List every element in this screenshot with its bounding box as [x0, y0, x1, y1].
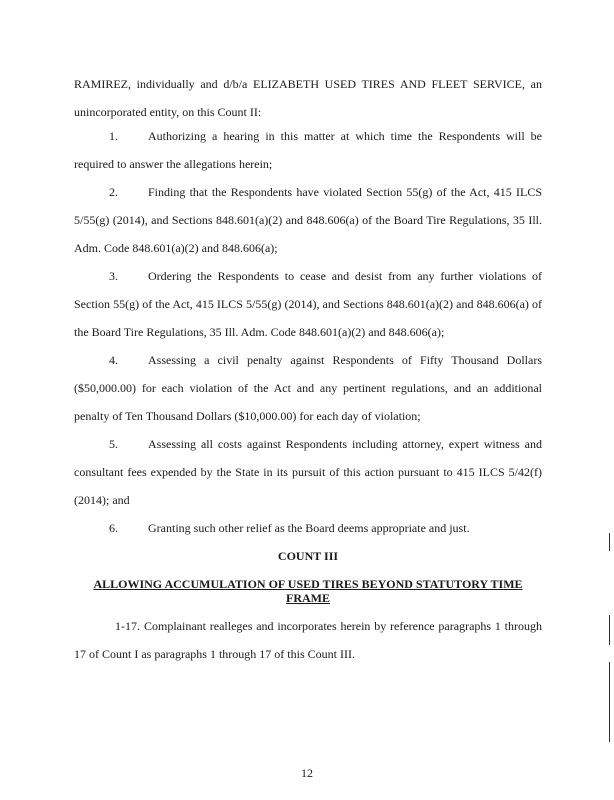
item-3-line-2: Section 55(g) of the Act, 415 ILCS 5/55(g) (2014), and Sections 848.601(a)(2) and 848.606(a) of: [74, 297, 542, 311]
paragraph-text-line: Complainant realleges and incorporates herein by reference paragraphs 1 through: [144, 619, 542, 633]
item-text-line: Assessing all costs against Respondents including attorney, expert witness and: [148, 437, 542, 451]
item-3-line-3: the Board Tire Regulations, 35 Ill. Adm. Code 848.601(a)(2) and 848.606(a);: [74, 325, 445, 339]
item-text-line: Finding that the Respondents have violated Section 55(g) of the Act, 415 ILCS: [148, 185, 542, 199]
scan-edge-mark: [609, 533, 610, 551]
item-2-line-2: 5/55(g) (2014), and Sections 848.601(a)(2) and 848.606(a) of the Board Tire Regulations, 35 Ill.: [74, 213, 542, 227]
item-2-line-3: Adm. Code 848.601(a)(2) and 848.606(a);: [74, 241, 278, 255]
prayer-item-2: [74, 185, 542, 199]
count-title-line-2: FRAME: [286, 591, 330, 605]
item-text-line: Assessing a civil penalty against Respondents of Fifty Thousand Dollars: [148, 353, 542, 367]
item-number: 5.: [109, 437, 118, 451]
prayer-item-6: [74, 521, 542, 535]
intro-line-2: unincorporated entity, on this Count II:: [74, 105, 262, 119]
item-number: 3.: [109, 269, 118, 283]
item-text-line: Ordering the Respondents to cease and desist from any further violations of: [148, 269, 542, 283]
item-number: 2.: [109, 185, 118, 199]
item-1-line-2: required to answer the allegations herein;: [74, 157, 273, 171]
item-number: 6.: [109, 521, 118, 535]
item-text-line: Authorizing a hearing in this matter at which time the Respondents will be: [148, 129, 542, 143]
item-5-line-3: (2014); and: [74, 493, 130, 507]
prayer-item-4: [74, 353, 542, 367]
prayer-item-3: [74, 269, 542, 283]
item-5-line-2: consultant fees expended by the State in its pursuit of this action pursuant to 415 ILCS 5/42(f): [74, 465, 542, 479]
count-title-line-1: ALLOWING ACCUMULATION OF USED TIRES BEYOND STATUTORY TIME: [93, 577, 523, 591]
scan-edge-mark: [609, 615, 610, 645]
count-heading: COUNT III: [277, 549, 339, 563]
page-number: 12: [301, 766, 313, 780]
paragraph-number: 1-17.: [115, 619, 140, 633]
paragraph-line-2: 17 of Count I as paragraphs 1 through 17 of this Count III.: [74, 647, 355, 661]
item-4-line-3: penalty of Ten Thousand Dollars ($10,000.00) for each day of violation;: [74, 409, 421, 423]
prayer-item-5: [74, 437, 542, 451]
item-4-line-2: ($50,000.00) for each violation of the Act and any pertinent regulations, and an additional: [74, 381, 542, 395]
item-number: 1.: [109, 129, 118, 143]
intro-line-1: RAMIREZ, individually and d/b/a ELIZABETH USED TIRES AND FLEET SERVICE, an: [74, 77, 542, 91]
scan-edge-mark: [609, 662, 610, 742]
item-number: 4.: [109, 353, 118, 367]
paragraph-1-17: [74, 619, 542, 633]
item-text-line: Granting such other relief as the Board deems appropriate and just.: [148, 521, 470, 535]
prayer-item-1: [74, 129, 542, 143]
